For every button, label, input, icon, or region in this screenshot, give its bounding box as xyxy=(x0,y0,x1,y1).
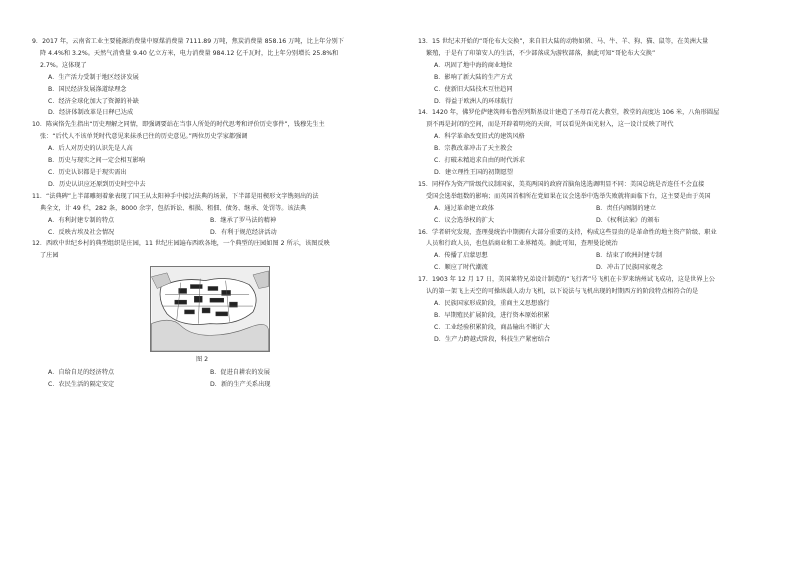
option-c: C．顺应了时代潮流 xyxy=(434,264,488,272)
option-b: B．国民经济发展涤道绿理念 xyxy=(48,85,127,93)
question-13 xyxy=(418,36,758,107)
question-14-stem xyxy=(418,107,758,131)
option-a: A．民族国家形成阶段，重商主义思想盛行 xyxy=(434,299,550,307)
figure-caption: 图 2 xyxy=(195,356,209,364)
stem-line: 17．1903 年 12 月 17 日，美国莱特兄弟设计制造的“飞行者”号飞机在卡罗来纳州试飞成功，这是世界上公 xyxy=(418,276,715,284)
question-17-stem xyxy=(418,274,758,298)
option-a: A．后人对历史的认识先是人高 xyxy=(48,145,133,153)
option-c: C．反映古埃及社会情况 xyxy=(48,228,115,236)
option-b: B．促进自耕农的发展 xyxy=(210,369,270,377)
option-d: D．新的生产关系出现 xyxy=(210,381,271,389)
option-a: A．自给自足的经济特点 xyxy=(48,369,115,377)
stem-line: 降 4.4%和 3.2%。天然气消费量 9.40 亿立方米，电力消费量 984.12 亿千瓦时，比上年分别增长 25.8%和 xyxy=(40,49,339,57)
option-d: D．历史认识应还原到历史时空中去 xyxy=(48,180,146,188)
question-9-stem xyxy=(32,36,372,72)
question-13-stem xyxy=(418,36,758,60)
option-c: C．打破未精追求自由的时代诉求 xyxy=(434,157,525,165)
stem-line: 张：“后代人不该单凭时代意见来抹杀已往的历史意见。”两位历史学家都强调 xyxy=(40,133,248,141)
question-11-stem xyxy=(32,191,372,215)
stem-line: 典全文，计 49 栏，282 条，8000 余字，包括诉讼、相损、租佃、债务、继承、处罚等。该法典 xyxy=(40,204,307,212)
stem-line: 9．2017 年，云南省工业主要能源消费量中原煤消费量 7111.89 万吨，焦炭消费量 858.16 万吨，比上年分别下 xyxy=(32,38,344,45)
option-b: B．宗教改革冲击了天主教会 xyxy=(434,145,513,153)
question-10 xyxy=(32,119,372,190)
question-17 xyxy=(418,274,758,345)
stem-line: 2.7%。这体现了 xyxy=(40,61,87,69)
option-c: C．农民生活的隔定安定 xyxy=(48,381,115,389)
option-b: B．责任内阁制的建立 xyxy=(596,204,656,212)
option-d: D．生产力跨越式阶段，科技生产紧密结合 xyxy=(434,335,551,343)
stem-line: 15．同样作为资产阶级代议制国家，美英两国的政府首脑角选选调明显不同：美国总统是否连任不会直接 xyxy=(418,180,705,188)
question-16 xyxy=(418,227,758,275)
option-row xyxy=(32,379,372,391)
option-a: A．生产活力受制于地区经济发展 xyxy=(48,73,139,81)
option-b: B．影响了新大陆的生产方式 xyxy=(434,73,513,81)
question-12 xyxy=(32,238,372,391)
option-a: A．通过革命建立政体 xyxy=(434,204,494,212)
stem-line: 繁殖，于是有了印第安人的生活，不少部落成为游牧部落，据此可知“哥伦布大交换” xyxy=(426,49,656,57)
stem-line: 受国会选举组数的影响；而英国首相所在党如果在议会选举中选举失败就将面临下台，这主要是由于英国 xyxy=(426,192,711,200)
option-row xyxy=(32,367,372,379)
option-b: B．结束了欧洲封建专制 xyxy=(596,252,663,260)
option-c: C．工业经验积累阶段，商品输出不断扩大 xyxy=(434,323,550,331)
left-column xyxy=(32,36,372,391)
manor-map-figure xyxy=(150,266,270,352)
option-d: D．经济体制改革是日释已达成 xyxy=(48,109,134,117)
option-a: A．科学革命改变旧式的建筑风格 xyxy=(434,133,525,141)
stem-line: 13．15 世纪末开始的“哥伦布大交换”，来自旧大陆的动物如猪、马、牛、羊、狗、猫、鼠等，在美洲大量 xyxy=(418,38,709,45)
option-d: D．有利于规范经济活动 xyxy=(210,228,277,236)
option-d: D．《权利法案》的颁布 xyxy=(596,216,660,224)
option-a: A．传播了启蒙思想 xyxy=(434,252,488,260)
question-11 xyxy=(32,191,372,239)
option-d: D．得益于欧洲人的环球航行 xyxy=(434,97,514,105)
option-a: A．巩固了地中海的商业地位 xyxy=(434,61,513,69)
stem-line: 11．“法典碑”上半部雕刻着象表现了国王从太阳神手中接过法典的场景，下半部是用楔形文字镌刻出的法 xyxy=(32,192,319,200)
stem-line: 认的第一架飞上天空的可操纵载人动力飞机，以下说法与飞机出现的时期西方的阶段特点相符合的是 xyxy=(426,288,699,296)
option-b: B．继承了罗马法的精神 xyxy=(210,216,277,224)
question-10-stem xyxy=(32,119,372,143)
stem-line: 14．1420 年，佛罗伦萨建筑师布鲁涅列斯基设计建造了圣母百花大教堂，教堂的高度达 106 米，八角形圆屋 xyxy=(418,109,720,117)
manor-map-drawing xyxy=(151,267,269,351)
option-c: C．经济全球化加大了资源的补缺 xyxy=(48,97,139,105)
option-b: B．早期殖民扩展阶段，进行资本原始积累 xyxy=(434,311,550,319)
option-c: C．议会选举权的扩大 xyxy=(434,216,495,224)
option-row xyxy=(418,262,758,274)
option-row xyxy=(418,203,758,215)
question-14 xyxy=(418,107,758,178)
option-c: C．历史认识都是于现实需出 xyxy=(48,168,127,176)
question-15-stem xyxy=(418,179,758,203)
right-column xyxy=(418,36,758,346)
option-d: D．冲击了民族国家观念 xyxy=(596,264,663,272)
stem-line: 16．学者研究发现，查理曼统治中期拥有大部分重要的支持，构成这些显贵的是革命性的地主资产阶级、职业 xyxy=(418,228,717,236)
option-a: A．有利封建专制的特点 xyxy=(48,216,115,224)
option-c: C．使新旧大陆技术互往趋同 xyxy=(434,85,513,93)
option-d: D．建立理性王国的初期愿望 xyxy=(434,168,514,176)
stem-line: 顶不再是封闭的空间，而是开辟着明亮的天窗，可以看见外面光射入，这一设计反映了时代 xyxy=(426,121,674,129)
question-9 xyxy=(32,36,372,119)
stem-line: 人员和行政人员，也包括商业和工业界精英。据此可知，查理曼论统治 xyxy=(426,240,618,248)
option-row xyxy=(418,250,758,262)
stem-line: 10．陈寅恪先生指出“历史理解之同情，即强调要站在当事人所处的时代思考和评价历史事件”，钱穆先生主 xyxy=(32,121,325,129)
option-row xyxy=(32,227,372,239)
option-row xyxy=(32,215,372,227)
question-16-stem xyxy=(418,227,758,251)
option-b: B．历史与现实之间一定会相互影响 xyxy=(48,157,146,165)
question-12-stem xyxy=(32,238,372,262)
question-15 xyxy=(418,179,758,227)
stem-line: 了庄园 xyxy=(40,252,59,260)
option-row xyxy=(418,215,758,227)
stem-line: 12．西欧中世纪乡村的典型组织是庄园，11 世纪庄园遍布西欧各地，一个典型的庄园如图 2 所示，该图反映 xyxy=(32,240,330,248)
